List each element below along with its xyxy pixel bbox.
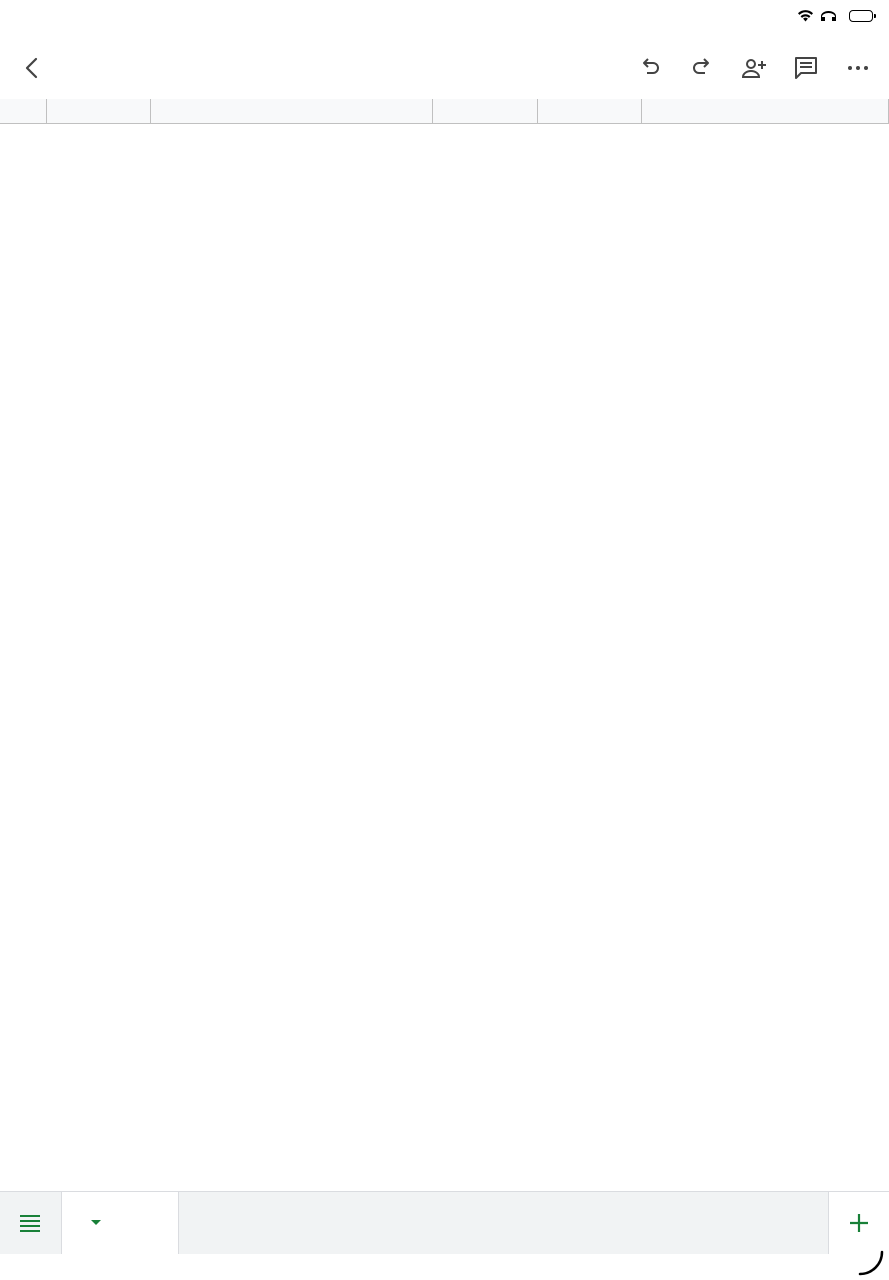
title-bar [0,44,889,92]
column-header-row [0,99,889,124]
plus-icon [849,1213,869,1233]
wifi-icon [797,9,814,22]
column-header-b[interactable] [151,99,433,123]
column-header-a[interactable] [46,99,151,123]
column-header-d[interactable] [538,99,642,123]
status-right [797,9,873,22]
redo-icon[interactable] [689,55,715,81]
comments-icon[interactable] [793,55,819,81]
back-icon[interactable] [18,54,46,82]
select-all-corner[interactable] [0,99,47,123]
more-icon[interactable] [845,55,871,81]
caret-down-icon [90,1219,102,1227]
sheet-tab-sheet1[interactable] [61,1192,179,1254]
share-icon[interactable] [741,55,767,81]
column-header-c[interactable] [433,99,538,123]
headphones-icon [820,10,837,22]
battery-icon [849,10,873,22]
all-sheets-button[interactable] [0,1192,60,1254]
undo-icon[interactable] [637,55,663,81]
status-time [18,9,26,26]
corner-indicator-icon [858,1250,886,1278]
list-icon [19,1214,41,1232]
spreadsheet-grid[interactable] [0,99,889,1191]
add-sheet-button[interactable] [828,1192,889,1254]
status-bar [0,0,889,36]
column-header-e[interactable] [642,99,889,123]
sheet-bar [0,1191,889,1254]
